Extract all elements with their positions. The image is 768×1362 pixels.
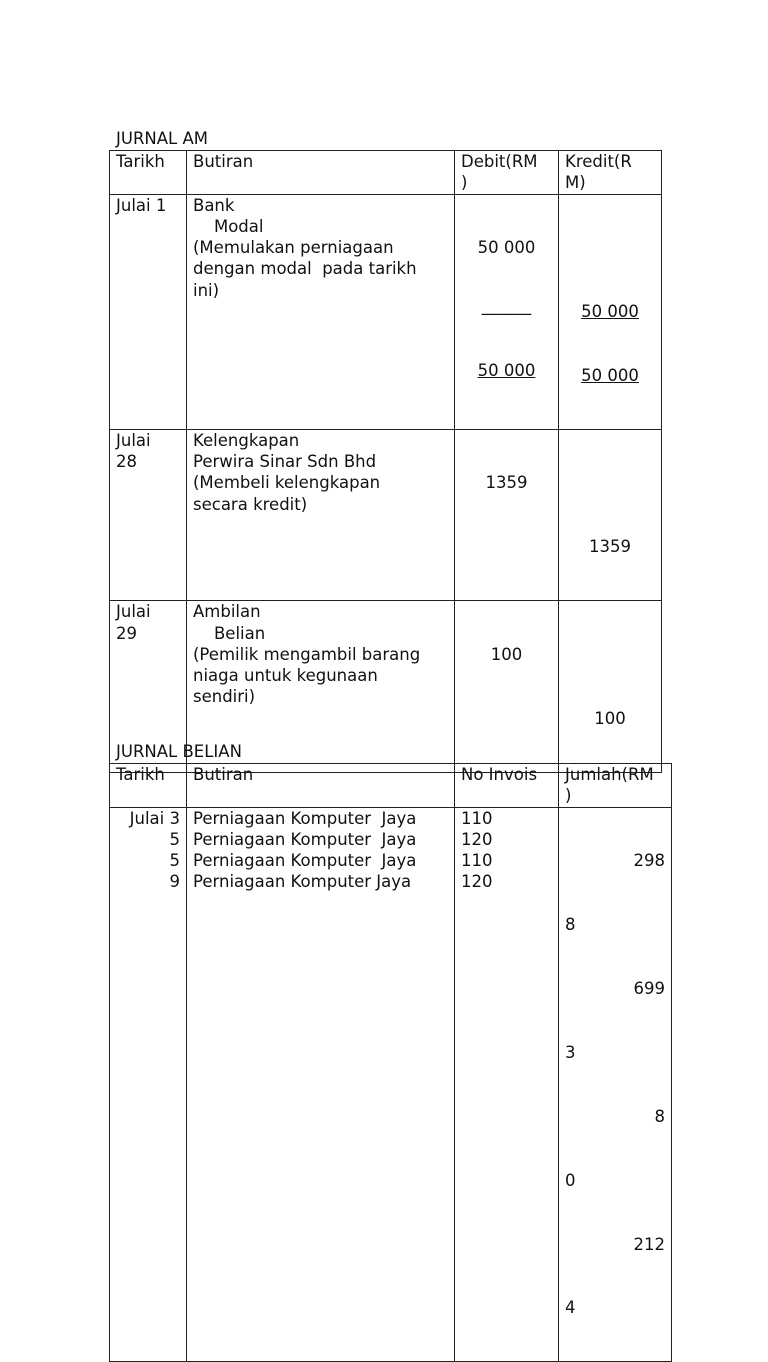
header-tarikh: Tarikh xyxy=(110,151,187,195)
jumlah-fragment: 4 xyxy=(565,1298,576,1318)
jumlah-fragment: 8 xyxy=(654,1106,665,1126)
tarikh-cell: Julai 28 xyxy=(110,429,187,600)
header-no-invois: No Invois xyxy=(455,764,559,808)
jumlah-fragment: 298 xyxy=(633,851,665,871)
jumlah-fragment: 3 xyxy=(565,1042,576,1062)
jurnal-belian-title: JURNAL BELIAN xyxy=(116,742,242,761)
table-row xyxy=(110,807,672,1362)
debit-line: 50 000 xyxy=(477,238,536,258)
debit-total: 50 000 xyxy=(477,360,536,380)
header-tarikh: Tarikh xyxy=(110,764,187,808)
kredit-line xyxy=(565,237,655,258)
table-row xyxy=(110,194,662,429)
debit-underline: ______ xyxy=(481,296,532,316)
kredit-line: 1359 xyxy=(589,537,631,557)
debit-line: 1359 xyxy=(485,473,528,493)
jumlah-cell xyxy=(559,807,672,1362)
no-invois-cell: 110 120 110 120 xyxy=(455,807,559,1362)
kredit-cell xyxy=(559,429,662,600)
kredit-line: 50 000 xyxy=(581,302,639,322)
tarikh-cell: Julai 1 xyxy=(110,194,187,429)
debit-cell xyxy=(455,194,559,429)
kredit-cell xyxy=(559,601,662,772)
debit-cell xyxy=(455,601,559,772)
header-jumlah: Jumlah(RM ) xyxy=(559,764,672,808)
jurnal-am-table xyxy=(109,150,662,773)
jumlah-fragment: 0 xyxy=(565,1170,576,1190)
kredit-cell xyxy=(559,194,662,429)
header-kredit: Kredit(R M) xyxy=(559,151,662,195)
butiran-cell: Kelengkapan Perwira Sinar Sdn Bhd (Membeli kelengkapan secara kredit) xyxy=(187,429,455,600)
tarikh-cell: Julai 29 xyxy=(110,601,187,772)
kredit-line xyxy=(565,644,655,665)
table-header-row xyxy=(110,764,672,808)
table-header-row xyxy=(110,151,662,195)
header-butiran: Butiran xyxy=(187,764,455,808)
kredit-line xyxy=(565,472,655,493)
butiran-cell: Perniagaan Komputer Jaya Perniagaan Komputer Jaya Perniagaan Komputer Jaya Perniagaan Komputer Jaya xyxy=(187,807,455,1362)
tarikh-cell: Julai 3 5 5 9 xyxy=(110,807,187,1362)
jumlah-fragment: 8 xyxy=(565,915,576,935)
debit-cell xyxy=(455,429,559,600)
jumlah-fragment: 699 xyxy=(633,978,665,998)
jurnal-belian-table xyxy=(109,763,672,1362)
kredit-total: 50 000 xyxy=(581,365,639,385)
header-debit: Debit(RM ) xyxy=(455,151,559,195)
butiran-cell: Ambilan Belian (Pemilik mengambil barang niaga untuk kegunaan sendiri) xyxy=(187,601,455,772)
kredit-line: 100 xyxy=(594,708,626,728)
table-row xyxy=(110,429,662,600)
jumlah-fragment: 212 xyxy=(633,1234,665,1254)
debit-line: 100 xyxy=(490,644,523,664)
header-butiran: Butiran xyxy=(187,151,455,195)
butiran-cell: Bank Modal (Memulakan perniagaan dengan modal pada tarikh ini) xyxy=(187,194,455,429)
jurnal-am-title: JURNAL AM xyxy=(116,129,208,148)
